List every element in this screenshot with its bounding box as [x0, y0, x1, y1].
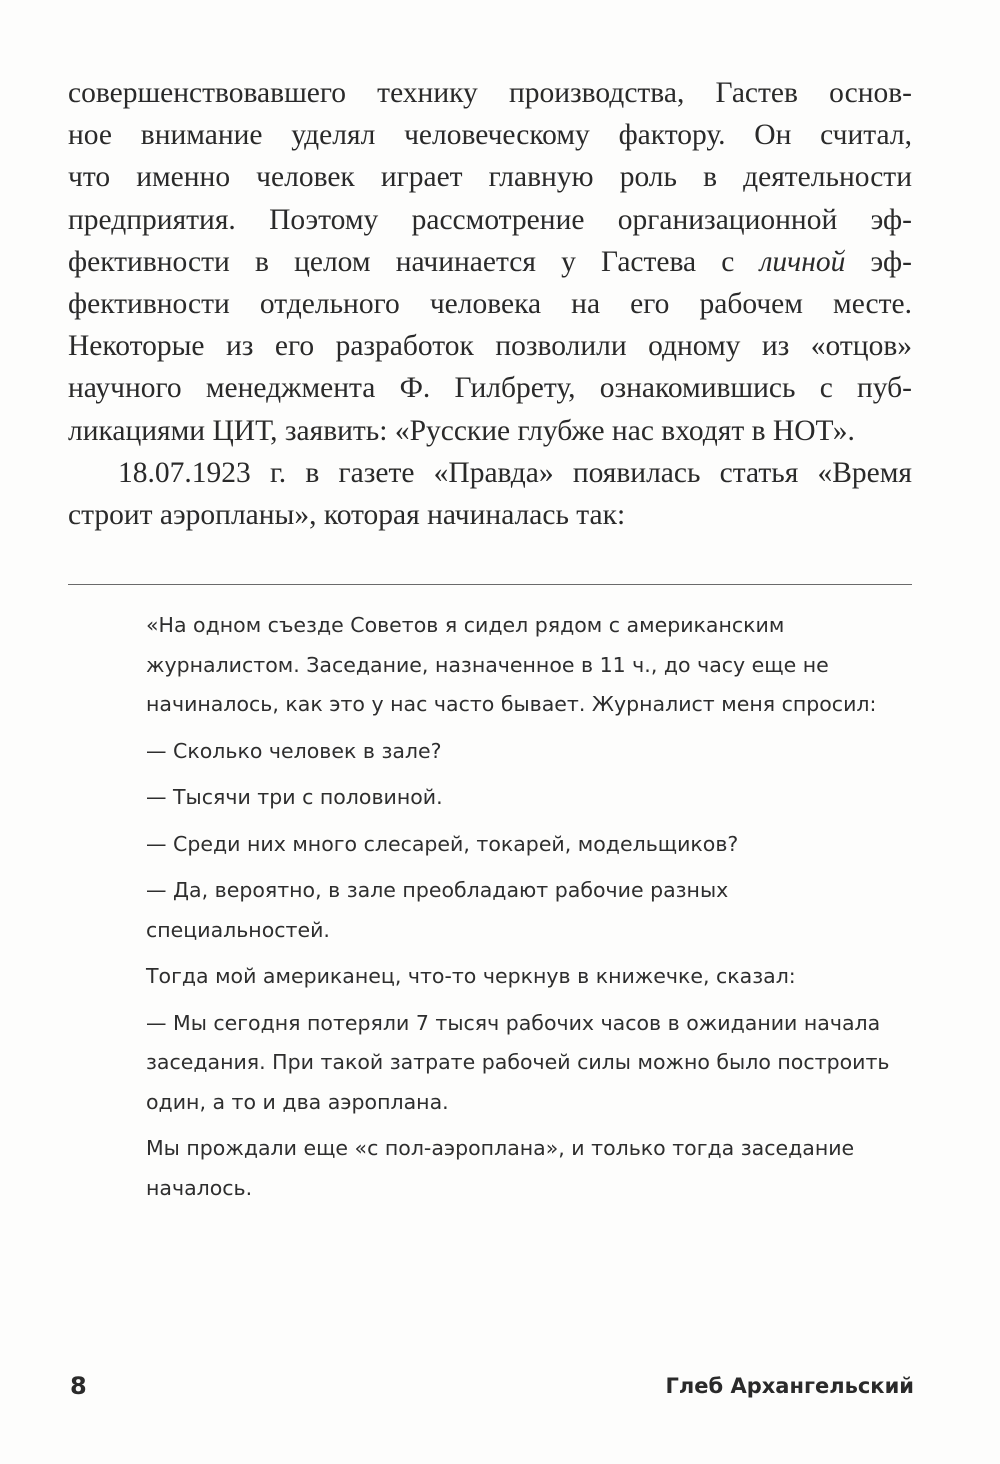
- text-line: что именно человек играет главную роль в деятельности: [68, 161, 912, 194]
- text-line: 18.07.1923 г. в газете «Правда» появилась статья «Время: [118, 456, 912, 489]
- body-text: [68, 72, 912, 536]
- quote-paragraph: «На одном съезде Советов я сидел рядом с американским журналистом. Заседание, назначенное в 11 ч., до часу еще не начиналось, как это у нас часто бывает. Журналист меня спросил:: [146, 613, 877, 716]
- text-line: научного менеджмента Ф. Гилбрету, ознакомившись с пуб-: [68, 372, 912, 405]
- quote-paragraph: — Да, вероятно, в зале преобладают рабочие разных специальностей.: [146, 878, 729, 942]
- text-line: предприятия. Поэтому рассмотрение организационной эф-: [68, 203, 912, 236]
- text-line: Некоторые из его разработок позволили одному из «отцов»: [68, 330, 912, 363]
- quote-block: [146, 606, 916, 1215]
- page-number: 8: [70, 1372, 87, 1400]
- quote-paragraph: — Среди них много слесарей, токарей, модельщиков?: [146, 831, 739, 856]
- quote-paragraph: Тогда мой американец, что-то черкнув в книжечке, сказал:: [146, 964, 796, 988]
- text-line: [68, 241, 912, 283]
- text-line: ликациями ЦИТ, заявить: «Русские глубже нас входят в НОТ».: [68, 414, 855, 447]
- text-line: фективности отдельного человека на его рабочем месте.: [68, 288, 912, 321]
- quote-paragraph: Мы прождали еще «с пол-аэроплана», и только тогда заседание началось.: [146, 1136, 855, 1200]
- text-line: строит аэропланы», которая начиналась так:: [68, 499, 626, 532]
- emphasis-text: личной: [759, 245, 846, 278]
- quote-paragraph: — Сколько человек в зале?: [146, 738, 442, 763]
- section-divider: [68, 584, 912, 585]
- text-line: ное внимание уделял человеческому фактору. Он считал,: [68, 119, 912, 152]
- text-segment: фективности в целом начинается у Гастева с: [68, 245, 760, 278]
- running-footer-author: Глеб Архангельский: [665, 1374, 914, 1398]
- text-segment: эф-: [845, 245, 912, 278]
- quote-paragraph: — Тысячи три с половиной.: [146, 785, 443, 809]
- text-line: совершенствовавшего технику производства, Гастев основ-: [68, 77, 912, 109]
- quote-paragraph: — Мы сегодня потеряли 7 тысяч рабочих часов в ожидании начала заседания. При такой затрате рабочей силы можно было построить один, а то и два аэроплана.: [146, 1010, 890, 1114]
